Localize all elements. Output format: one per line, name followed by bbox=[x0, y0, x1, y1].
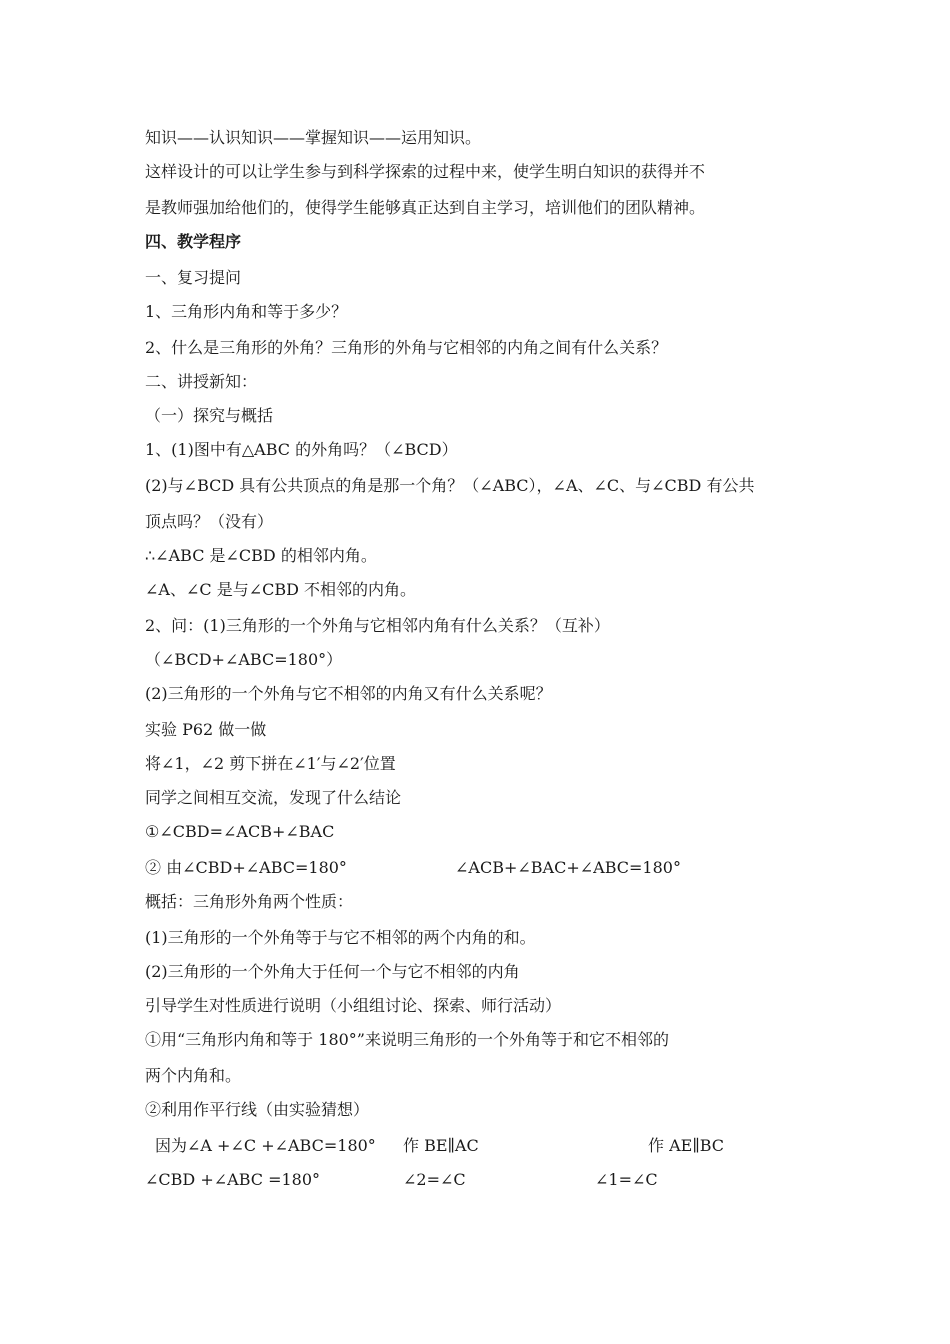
text-line: (2)三角形的一个外角与它不相邻的内角又有什么关系呢？ bbox=[145, 684, 552, 703]
proof-step-2: ∠2=∠C bbox=[403, 1170, 466, 1189]
subsection-heading: （一）探究与概括 bbox=[145, 406, 274, 425]
text-line: （∠BCD+∠ABC=180°） bbox=[145, 650, 343, 669]
proof-step-3: 作 AE∥BC bbox=[648, 1136, 725, 1155]
subsection-heading: 二、讲授新知： bbox=[145, 372, 258, 391]
text-line: 将∠1，∠2 剪下拼在∠1′与∠2′位置 bbox=[145, 754, 396, 773]
text-line: 知识——认识知识——掌握知识——运用知识。 bbox=[145, 128, 482, 147]
text-line: ①∠CBD=∠ACB+∠BAC bbox=[145, 822, 335, 841]
proof-step-1: ∠CBD +∠ABC =180° bbox=[145, 1170, 321, 1189]
text-line: 2、什么是三角形的外角？三角形的外角与它相邻的内角之间有什么关系？ bbox=[145, 338, 668, 357]
text-line: 1、(1)图中有△ABC 的外角吗？（∠BCD） bbox=[145, 440, 458, 459]
text-line: 概括：三角形外角两个性质： bbox=[145, 892, 354, 911]
text-line: 同学之间相互交流，发现了什么结论 bbox=[145, 788, 402, 807]
proof-row bbox=[145, 1136, 825, 1156]
text-line: ∴∠ABC 是∠CBD 的相邻内角。 bbox=[145, 546, 377, 565]
section-heading: 四、教学程序 bbox=[145, 232, 242, 251]
text-line: ∠A、∠C 是与∠CBD 不相邻的内角。 bbox=[145, 580, 417, 599]
text-line: ②利用作平行线（由实验猜想） bbox=[145, 1100, 370, 1119]
text-line: 1、三角形内角和等于多少？ bbox=[145, 302, 348, 321]
proof-row bbox=[145, 1170, 825, 1190]
text-line: 顶点吗？（没有） bbox=[145, 512, 274, 531]
proof-step-3: ∠1=∠C bbox=[595, 1170, 658, 1189]
text-line: 这样设计的可以让学生参与到科学探索的过程中来，使学生明白知识的获得并不 bbox=[145, 162, 706, 181]
text-line: (2)与∠BCD 具有公共顶点的角是那一个角？（∠ABC），∠A、∠C、与∠CBD 有公共 bbox=[145, 476, 755, 495]
subsection-heading: 一、复习提问 bbox=[145, 268, 242, 287]
text-line: 是教师强加给他们的，使得学生能够真正达到自主学习，培训他们的团队精神。 bbox=[145, 198, 706, 217]
text-line: (1)三角形的一个外角等于与它不相邻的两个内角的和。 bbox=[145, 928, 536, 947]
proof-step-2: 作 BE∥AC bbox=[403, 1136, 479, 1155]
proof-step-1: 因为∠A +∠C +∠ABC=180° bbox=[155, 1136, 376, 1155]
equation-row bbox=[145, 858, 825, 878]
text-line: (2)三角形的一个外角大于任何一个与它不相邻的内角 bbox=[145, 962, 520, 981]
text-line: 引导学生对性质进行说明（小组组讨论、探索、师行活动） bbox=[145, 996, 562, 1015]
text-line: 实验 P62 做一做 bbox=[145, 720, 267, 739]
text-line: ①用“三角形内角和等于 180°”来说明三角形的一个外角等于和它不相邻的 bbox=[145, 1030, 669, 1049]
text-line: 2、问：(1)三角形的一个外角与它相邻内角有什么关系？（互补） bbox=[145, 616, 610, 635]
equation-right: ∠ACB+∠BAC+∠ABC=180° bbox=[455, 858, 681, 877]
text-line: 两个内角和。 bbox=[145, 1066, 242, 1085]
equation-left: ② 由∠CBD+∠ABC=180° bbox=[145, 858, 347, 877]
